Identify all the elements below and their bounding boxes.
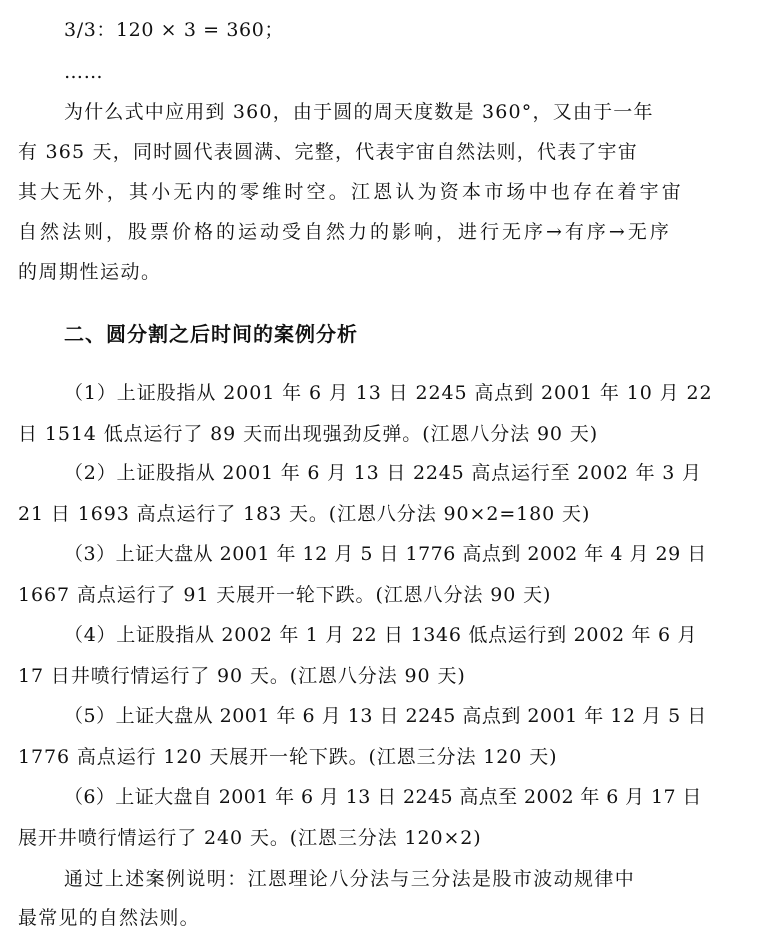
section-heading: 二、圆分割之后时间的案例分析 xyxy=(64,322,358,346)
case-4-line-1: （4）上证股指从 2002 年 1 月 22 日 1346 低点运行到 2002 年 6 月 xyxy=(64,624,698,646)
case-1-line-2: 日 1514 低点运行了 89 天而出现强劲反弹。(江恩八分法 90 天) xyxy=(18,423,599,445)
case-5-line-2: 1776 高点运行 120 天展开一轮下跌。(江恩三分法 120 天) xyxy=(18,746,558,768)
case-6-line-2: 展开井喷行情运行了 240 天。(江恩三分法 120×2) xyxy=(18,827,482,849)
case-2-line-1: （2）上证股指从 2001 年 6 月 13 日 2245 高点运行至 2002 年 3 月 xyxy=(64,462,702,484)
conclusion-line-2: 最常见的自然法则。 xyxy=(18,907,200,929)
paragraph-1-line-4: 自然法则，股票价格的运动受自然力的影响，进行无序→有序→无序 xyxy=(18,221,672,243)
case-5-line-1: （5）上证大盘从 2001 年 6 月 13 日 2245 高点到 2001 年 12 月 5 日 xyxy=(64,705,707,727)
paragraph-1-line-5: 的周期性运动。 xyxy=(18,261,162,283)
case-3-line-2: 1667 高点运行了 91 天展开一轮下跌。(江恩八分法 90 天) xyxy=(18,584,552,606)
formula-line: 3/3：120 × 3 = 360； xyxy=(64,19,284,41)
conclusion-line-1: 通过上述案例说明：江恩理论八分法与三分法是股市波动规律中 xyxy=(64,868,636,890)
paragraph-1-line-1: 为什么式中应用到 360，由于圆的周天度数是 360°，又由于一年 xyxy=(64,101,654,123)
case-3-line-1: （3）上证大盘从 2001 年 12 月 5 日 1776 高点到 2002 年 4 月 29 日 xyxy=(64,543,707,565)
case-4-line-2: 17 日井喷行情运行了 90 天。(江恩八分法 90 天) xyxy=(18,665,466,687)
case-1-line-1: （1）上证股指从 2001 年 6 月 13 日 2245 高点到 2001 年 10 月 22 xyxy=(64,382,713,404)
ellipsis-line: …… xyxy=(64,61,104,83)
case-6-line-1: （6）上证大盘自 2001 年 6 月 13 日 2245 高点至 2002 年 6 月 17 日 xyxy=(64,786,702,808)
paragraph-1-line-3: 其大无外，其小无内的零维时空。江恩认为资本市场中也存在着宇宙 xyxy=(18,181,685,203)
paragraph-1-line-2: 有 365 天，同时圆代表圆满、完整，代表宇宙自然法则，代表了宇宙 xyxy=(18,141,638,163)
case-2-line-2: 21 日 1693 高点运行了 183 天。(江恩八分法 90×2=180 天) xyxy=(18,503,591,525)
